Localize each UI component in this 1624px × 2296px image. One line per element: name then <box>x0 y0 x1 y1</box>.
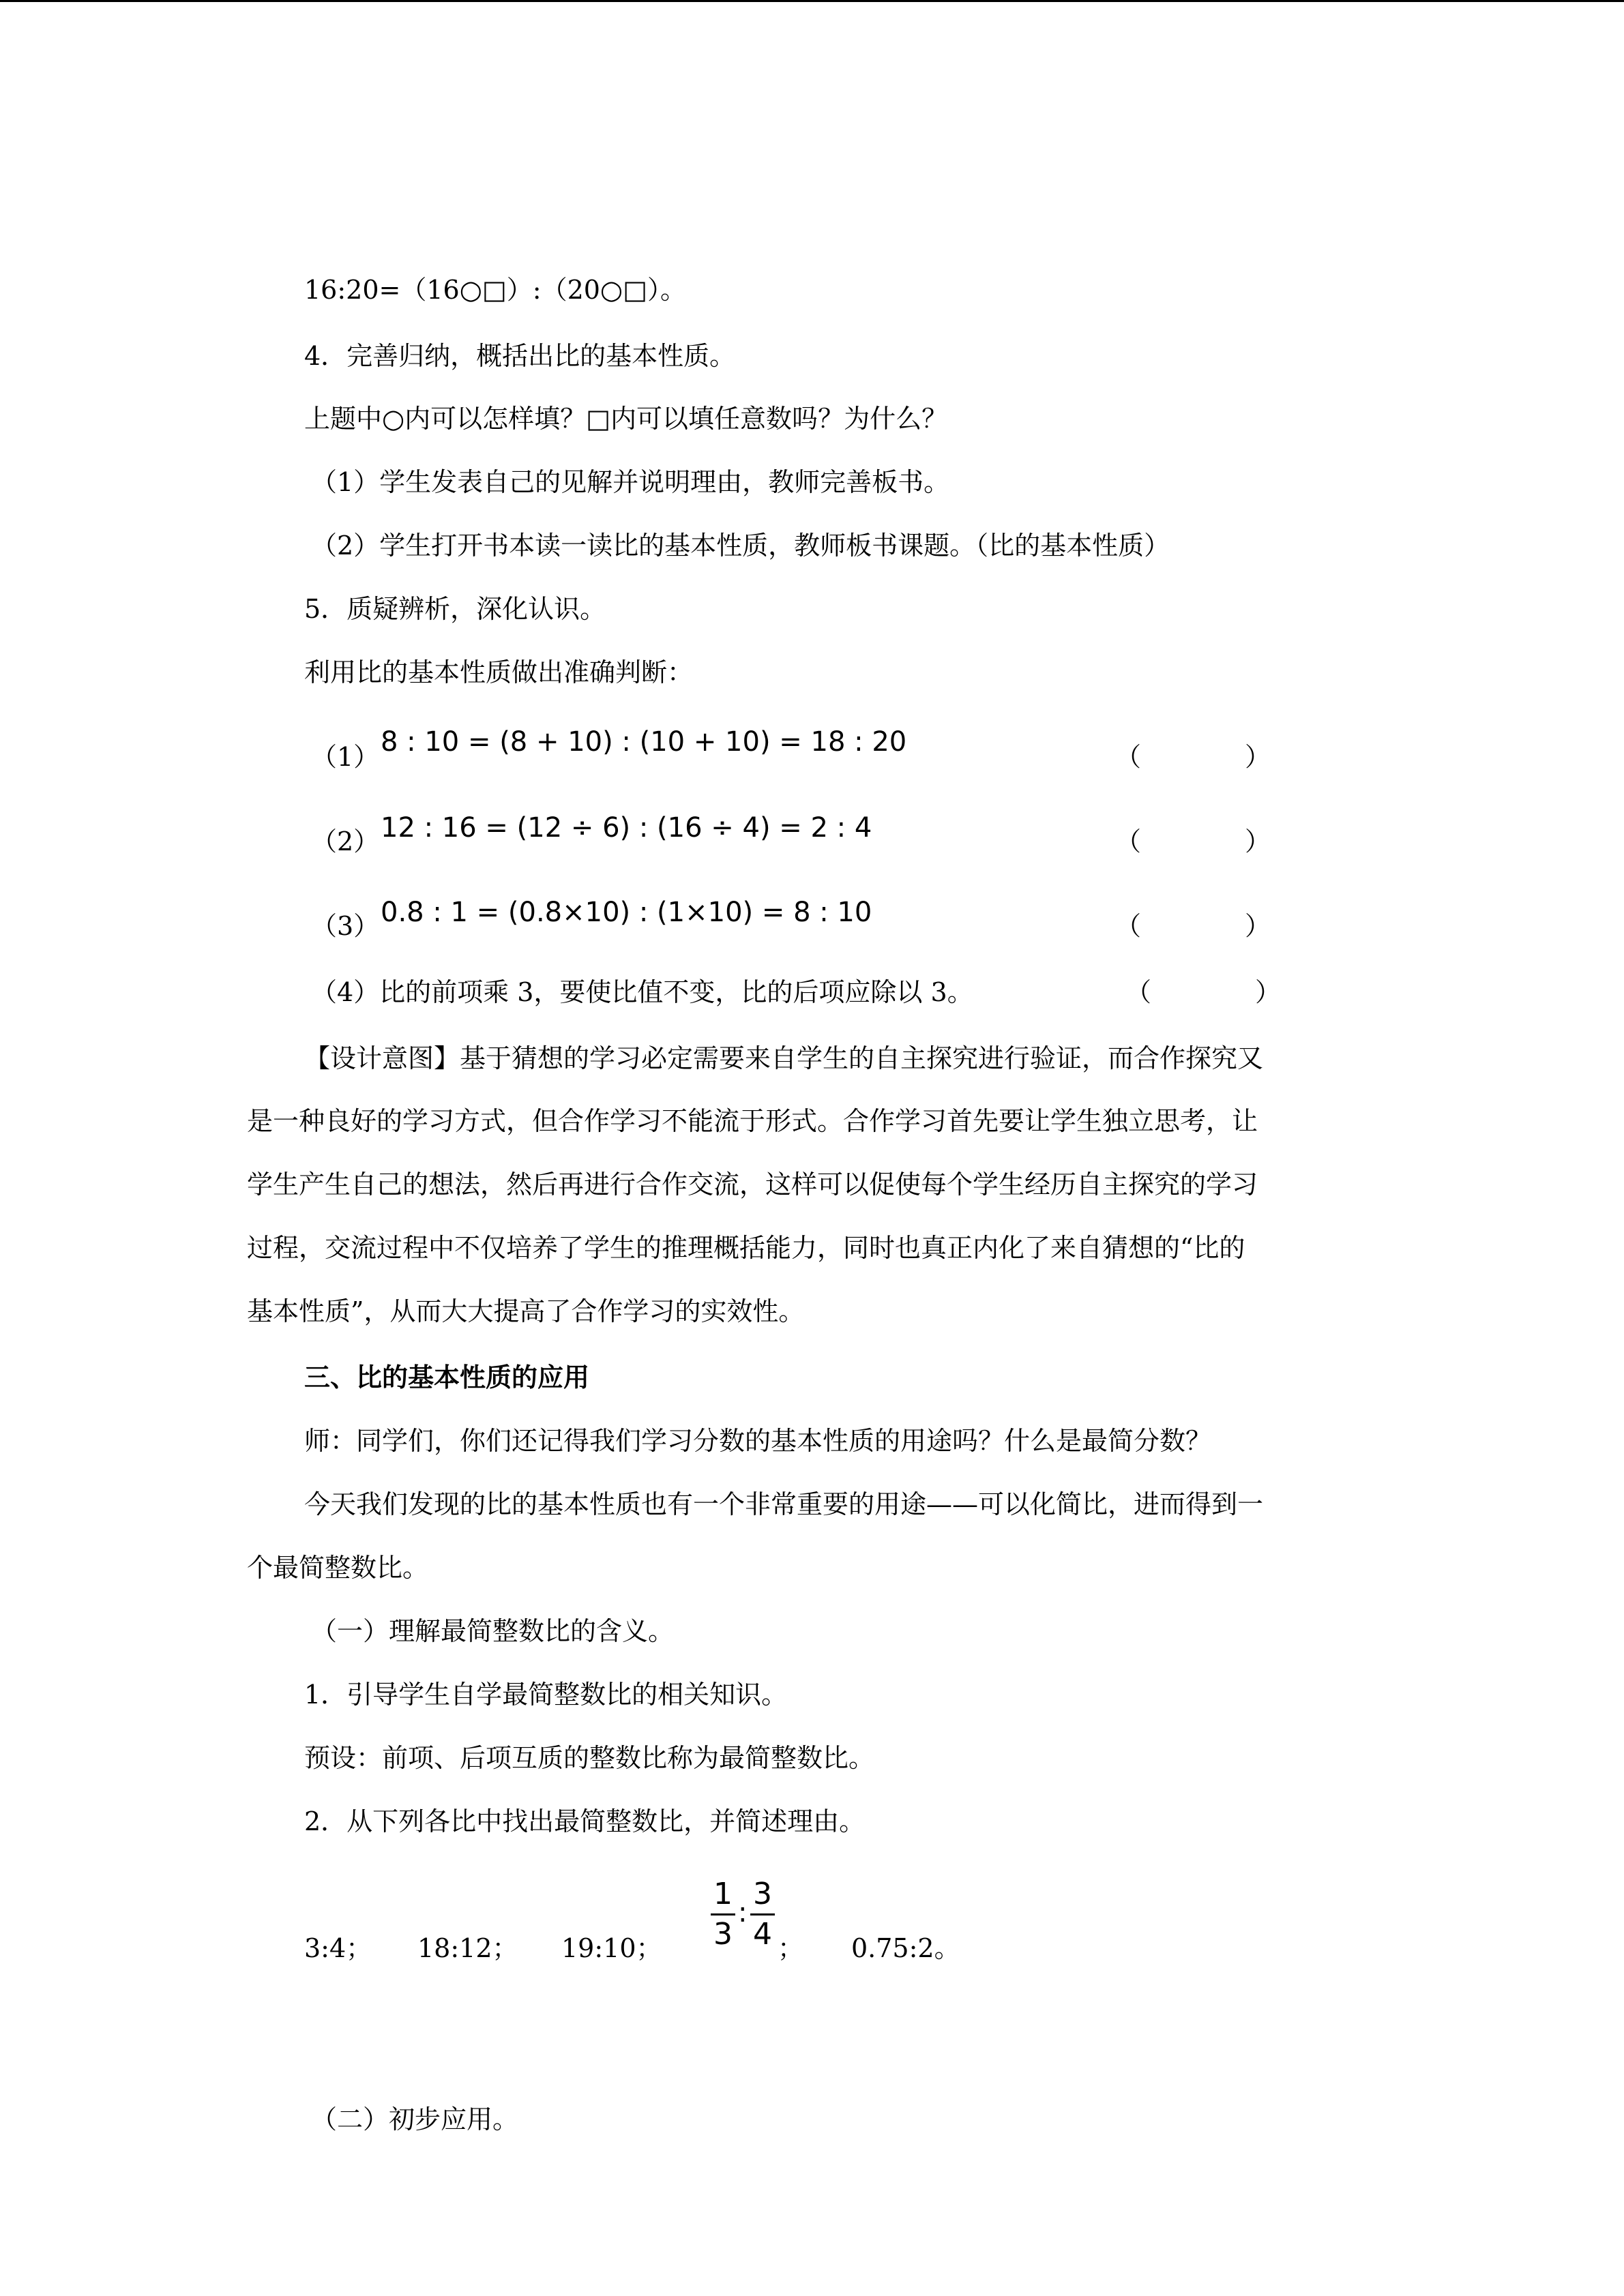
item-2: 2．从下列各比中找出最简整数比，并简述理由。 <box>304 1806 866 1836</box>
design-intent-line: 学生产生自己的想法，然后再进行合作交流，这样可以促使每个学生经历自主探究的学习 <box>247 1169 1258 1199</box>
design-intent-line: 基本性质”，从而大大提高了合作学习的实效性。 <box>247 1296 805 1326</box>
fraction-denominator: 4 <box>753 1917 772 1952</box>
step-5-heading: 5．质疑辨析，深化认识。 <box>304 594 606 624</box>
judgment-label-3: （3） <box>311 911 380 941</box>
page-border <box>0 0 1624 2</box>
ratio-item: 18:12； <box>417 1933 518 1963</box>
item-1: 1．引导学生自学最简整数比的相关知识。 <box>304 1680 788 1710</box>
fraction-bar <box>750 1913 775 1915</box>
fraction-denominator: 3 <box>713 1917 733 1952</box>
today-paragraph-cont: 个最简整数比。 <box>247 1553 429 1583</box>
fraction-3-4 <box>750 1877 775 1952</box>
judgment-blank-2: （ ） <box>1115 826 1271 856</box>
sub-item-2: （2）学生打开书本读一读比的基本性质，教师板书课题。（比的基本性质） <box>311 531 1170 561</box>
ratio-item: ； <box>778 1933 804 1963</box>
design-intent-line: 过程，交流过程中不仅培养了学生的推理概括能力，同时也真正内化了来自猜想的“比的 <box>247 1233 1245 1263</box>
section-3-heading: 三、比的基本性质的应用 <box>304 1362 590 1392</box>
preset-definition: 预设：前项、后项互质的整数比称为最简整数比。 <box>304 1743 875 1773</box>
judgment-intro: 利用比的基本性质做出准确判断： <box>304 657 694 687</box>
judgment-formula-2: 12 : 16 = (12 ÷ 6) : (16 ÷ 4) = 2 : 4 <box>381 812 872 844</box>
equation-line: 16:20=（16○□）:（20○□）。 <box>304 275 686 305</box>
fraction-separator: : <box>738 1897 748 1928</box>
subsection-1-heading: （一）理解最简整数比的含义。 <box>311 1616 675 1646</box>
design-intent-line: 【设计意图】基于猜想的学习必定需要来自学生的自主探究进行验证，而合作探究又 <box>304 1043 1264 1073</box>
ratio-item: 3:4； <box>304 1933 372 1963</box>
fraction-bar <box>711 1913 735 1915</box>
judgment-blank-3: （ ） <box>1115 911 1271 941</box>
ratio-item: 19:10； <box>561 1933 662 1963</box>
teacher-question: 师：同学们，你们还记得我们学习分数的基本性质的用途吗？什么是最简分数？ <box>304 1426 1212 1456</box>
ratio-item: 0.75:2。 <box>851 1933 960 1963</box>
judgment-formula-1: 8 : 10 = (8 + 10) : (10 + 10) = 18 : 20 <box>381 726 907 758</box>
design-intent-line: 是一种良好的学习方式，但合作学习不能流于形式。合作学习首先要让学生独立思考，让 <box>247 1106 1258 1136</box>
subsection-2-heading: （二）初步应用。 <box>311 2104 519 2134</box>
fraction-numerator: 1 <box>713 1877 733 1911</box>
judgment-blank-1: （ ） <box>1115 742 1271 772</box>
judgment-label-2: （2） <box>311 826 380 856</box>
question-line: 上题中○内可以怎样填？□内可以填任意数吗？为什么？ <box>304 404 948 434</box>
judgment-formula-3: 0.8 : 1 = (0.8×10) : (1×10) = 8 : 10 <box>381 897 872 928</box>
fraction-numerator: 3 <box>753 1877 772 1911</box>
sub-item-1: （1）学生发表自己的见解并说明理由，教师完善板书。 <box>311 467 950 497</box>
step-4-heading: 4．完善归纳，概括出比的基本性质。 <box>304 341 736 371</box>
judgment-label-1: （1） <box>311 742 380 772</box>
judgment-text-4: （4）比的前项乘 3，要使比值不变，比的后项应除以 3。 <box>311 977 973 1007</box>
fraction-1-3 <box>711 1877 735 1952</box>
judgment-blank-4: （ ） <box>1125 977 1282 1007</box>
today-paragraph: 今天我们发现的比的基本性质也有一个非常重要的用途——可以化简比，进而得到一 <box>304 1489 1264 1519</box>
